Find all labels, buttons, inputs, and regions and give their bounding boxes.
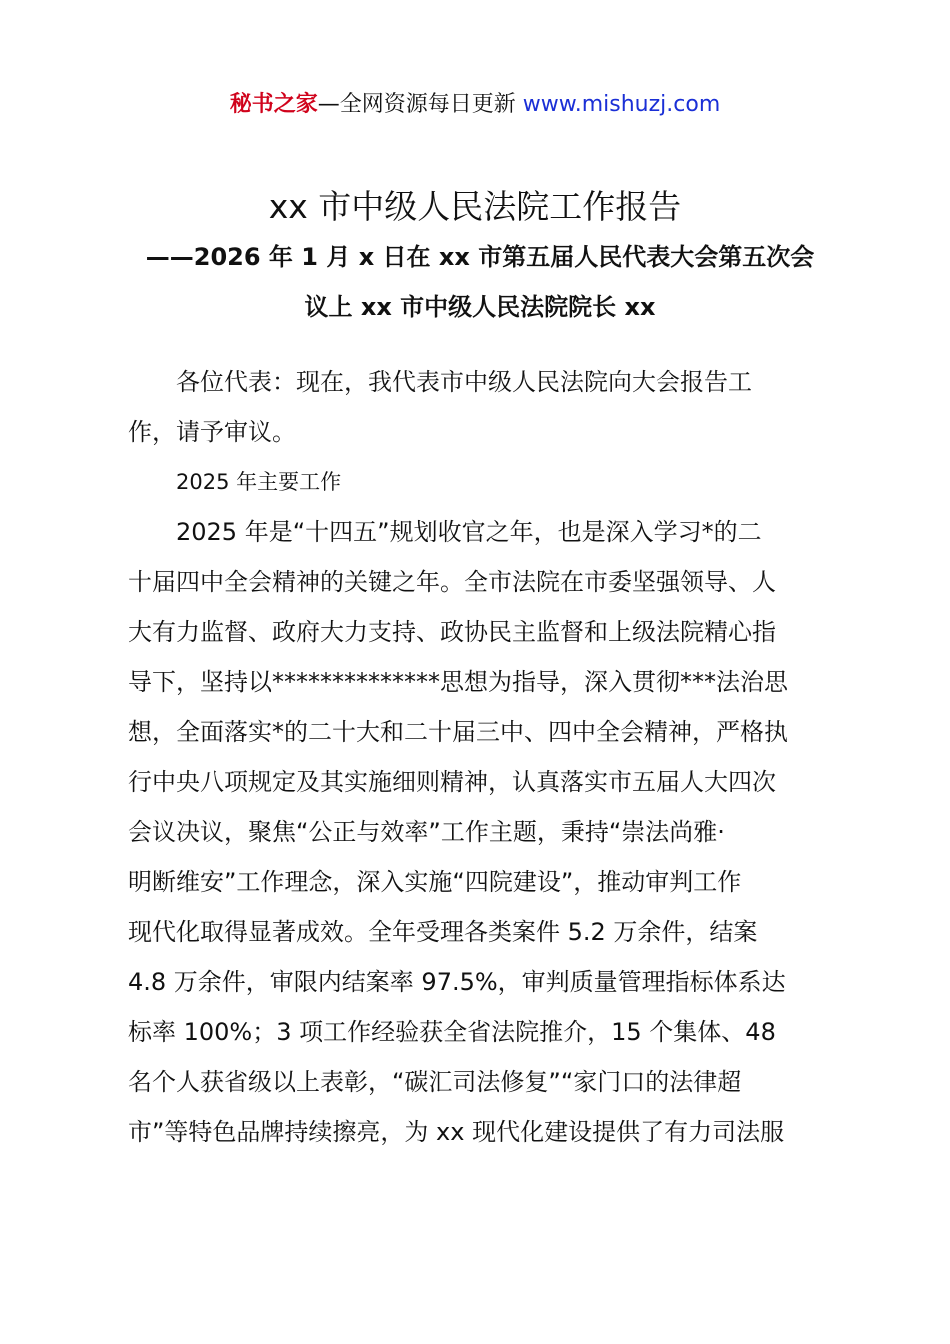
document-subtitle bbox=[128, 232, 832, 332]
greeting-line: 作，请予审议。 bbox=[128, 418, 296, 446]
site-header bbox=[0, 88, 950, 122]
document-title: xx 市中级人民法院工作报告 bbox=[268, 187, 682, 226]
document-body bbox=[128, 357, 834, 1157]
brand-name: 秘书之家 bbox=[229, 92, 318, 117]
paragraph-line: 现代化取得显著成效。全年受理各类案件 5.2 万余件，结案 bbox=[128, 918, 758, 946]
paragraph-line: 导下，坚持以**************思想为指导，深入贯彻***法治思 bbox=[128, 668, 788, 696]
subtitle-line: ——2026 年 1 月 x 日在 xx 市第五届人民代表大会第五次会 bbox=[145, 243, 815, 271]
paragraph-line: 行中央八项规定及其实施细则精神，认真落实市五届人大四次 bbox=[128, 768, 776, 796]
paragraph-line: 市”等特色品牌持续擦亮，为 xx 现代化建设提供了有力司法服 bbox=[128, 1118, 785, 1146]
header-tagline: —全网资源每日更新 bbox=[317, 92, 523, 117]
paragraph-line: 名个人获省级以上表彰，“碳汇司法修复”“家门口的法律超 bbox=[128, 1068, 742, 1096]
paragraph-line: 标率 100%；3 项工作经验获全省法院推介，15 个集体、48 bbox=[128, 1018, 776, 1046]
paragraph-line: 十届四中全会精神的关键之年。全市法院在市委坚强领导、人 bbox=[128, 568, 776, 596]
paragraph-line: 4.8 万余件，审限内结案率 97.5%，审判质量管理指标体系达 bbox=[128, 968, 786, 996]
paragraph-line: 明断维安”工作理念，深入实施“四院建设”，推动审判工作 bbox=[128, 868, 742, 896]
site-url-link[interactable]: www.mishuzj.com bbox=[522, 92, 721, 117]
greeting-line: 各位代表：现在，我代表市中级人民法院向大会报告工 bbox=[176, 368, 752, 396]
subtitle-line: 议上 xx 市中级人民法院院长 xx bbox=[304, 293, 656, 321]
paragraph-line: 2025 年是“十四五”规划收官之年，也是深入学习*的二 bbox=[176, 518, 762, 546]
paragraph-line: 会议决议，聚焦“公正与效率”工作主题，秉持“崇法尚雅· bbox=[128, 818, 725, 846]
paragraph-line: 大有力监督、政府大力支持、政协民主监督和上级法院精心指 bbox=[128, 618, 776, 646]
paragraph-line: 想，全面落实*的二十大和二十届三中、四中全会精神，严格执 bbox=[128, 718, 788, 746]
section-heading: 2025 年主要工作 bbox=[176, 470, 342, 494]
